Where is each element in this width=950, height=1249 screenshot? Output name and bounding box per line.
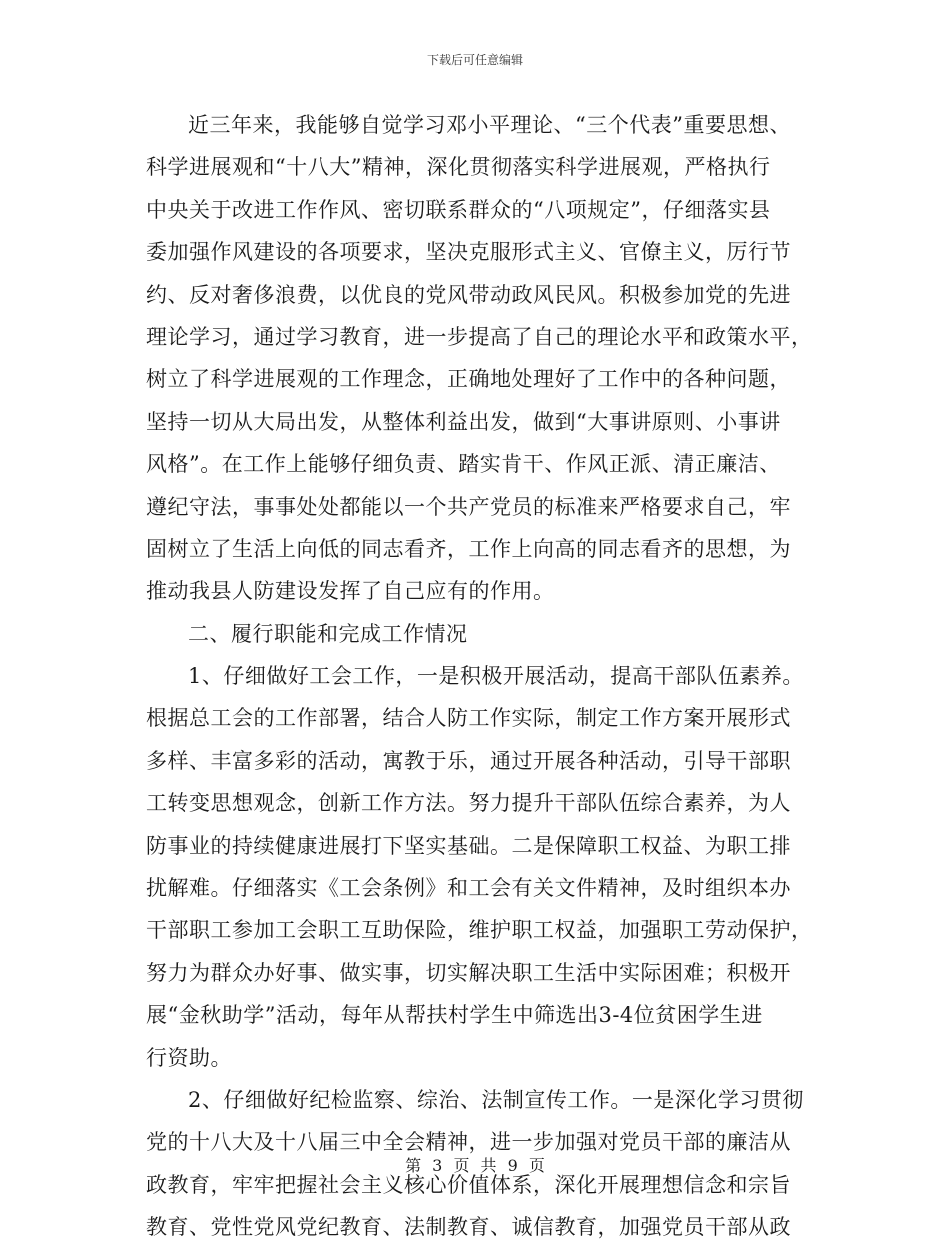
text-line: 1、仔细做好工会工作，一是积极开展活动，提高干部队伍素养。 <box>188 664 804 689</box>
text-line: 努力为群众办好事、做实事，切实解决职工生活中实际困难；积极开 <box>146 960 791 985</box>
text-line: 科学进展观和“十八大”精神，深化贯彻落实科学进展观，严格执行 <box>146 155 771 180</box>
text-line: 固树立了生活上向低的同志看齐，工作上向高的同志看齐的思想，为 <box>146 536 791 561</box>
text-line: 党的十八大及十八届三中全会精神，进一步加强对党员干部的廉洁从 <box>146 1130 791 1155</box>
text-line: 根据总工会的工作部署，结合人防工作实际，制定工作方案开展形式 <box>146 706 791 731</box>
text-line: 2、仔细做好纪检监察、综治、法制宣传工作。一是深化学习贯彻 <box>188 1087 804 1112</box>
text-line: 防事业的持续健康进展打下坚实基础。二是保障职工权益、为职工排 <box>146 833 791 858</box>
text-line: 扰解难。仔细落实《工会条例》和工会有关文件精神，及时组织本办 <box>146 876 791 901</box>
text-line: 坚持一切从大局出发，从整体利益出发，做到“大事讲原则、小事讲 <box>146 409 781 434</box>
page-header: 下载后可任意编辑 <box>426 53 523 67</box>
text-line: 理论学习，通过学习教育，进一步提高了自己的理论水平和政策水平， <box>146 324 813 349</box>
text-line: 多样、丰富多彩的活动，寓教于乐，通过开展各种活动，引导干部职 <box>146 748 791 773</box>
text-line: 近三年来，我能够自觉学习邓小平理论、“三个代表”重要思想、 <box>188 113 791 137</box>
text-line: 工转变思想观念，创新工作方法。努力提升干部队伍综合素养，为人 <box>146 791 791 816</box>
page-footer: 第 3 页 共 9 页 <box>405 1156 545 1175</box>
text-line: 树立了科学进展观的工作理念，正确地处理好了工作中的各种问题， <box>146 367 791 392</box>
text-line: 中央关于改进工作作风、密切联系群众的“八项规定”，仔细落实县 <box>146 197 771 222</box>
text-line: 委加强作风建设的各项要求，坚决克服形式主义、官僚主义，厉行节 <box>146 240 791 265</box>
text-line: 展“金秋助学”活动，每年从帮扶村学生中筛选出3-4位贫困学生进 <box>146 1003 763 1028</box>
section-heading: 二、履行职能和完成工作情况 <box>188 621 468 646</box>
text-line: 政教育，牢牢把握社会主义核心价值体系，深化开展理想信念和宗旨 <box>146 1172 791 1197</box>
text-line: 行资助。 <box>146 1045 232 1070</box>
text-line: 风格”。在工作上能够仔细负责、踏实肯干、作风正派、清正廉洁、 <box>146 452 781 477</box>
text-line: 干部职工参加工会职工互助保险，维护职工权益，加强职工劳动保护， <box>146 918 813 943</box>
text-line: 约、反对奢侈浪费，以优良的党风带动政风民风。积极参加党的先进 <box>146 282 791 307</box>
text-line: 遵纪守法，事事处处都能以一个共产党员的标准来严格要求自己，牢 <box>146 494 791 519</box>
document-body <box>146 104 811 1249</box>
text-line: 推动我县人防建设发挥了自己应有的作用。 <box>146 579 555 604</box>
text-line: 教育、党性党风党纪教育、法制教育、诚信教育，加强党员干部从政 <box>146 1215 791 1240</box>
